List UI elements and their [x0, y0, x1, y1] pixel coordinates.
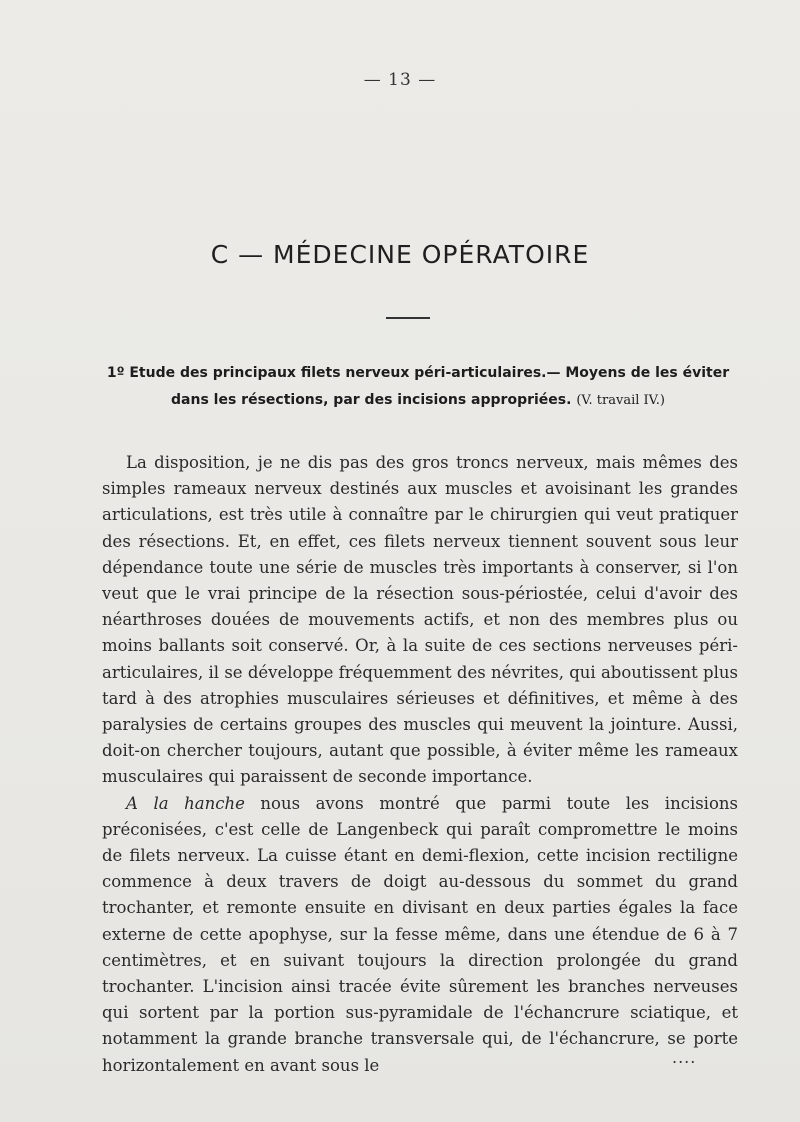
section-title: C — MÉDECINE OPÉRATOIRE	[210, 240, 590, 269]
paragraph-disposition: La disposition, je ne dis pas des gros troncs nerveux, mais mêmes des simples rameaux nerveux destinés aux muscles et avoisinant les grandes articulations, est très utile à connaître par le chirurgien qui veut pratiquer des résections. Et, en effet, ces filets nerveux tiennent souvent sous leur dépendance toute une série de muscles très importants à conserver, si l'on veut que le vrai principe de la résection sous-périostée, celui d'avoir des néarthroses douées de mouvements actifs, et non des membres plus ou moins ballants soit conservé. Or, à la suite de ces sections nerveuses péri-articulaires, il se développe fréquemment des névrites, qui aboutissent plus tard à des atrophies musculaires sérieuses et définitives, et même à des paralysies de certains groupes des muscles qui meuvent la jointure. Aussi, doit-on chercher toujours, autant que possible, à éviter même les rameaux musculaires qui paraissent de seconde importance.	[102, 453, 738, 787]
subsection-heading-bold: 1º Etude des principaux filets nerveux péri-articulaires.— Moyens de les éviter dans les résections, par des incisions appropriées.	[106, 365, 730, 408]
body-text	[102, 450, 738, 1079]
subsection-heading	[100, 360, 736, 414]
page-number: — 13 —	[363, 70, 437, 90]
title-divider	[386, 317, 430, 319]
paragraph-hanche-text: nous avons montré que parmi toute les incisions préconisées, c'est celle de Langenbeck qui paraît compromettre le moins de filets nerveux. La cuisse étant en demi-flexion, cette incision rectiligne commence à deux travers de doigt au-dessous du sommet du grand trochanter, et remonte ensuite en divisant en deux parties égales la face externe de cette apophyse, sur la fesse même, dans une étendue de 6 à 7 centimètres, et en suivant toujours la direction prolongée du grand trochanter. L'incision ainsi tracée évite sûrement les branches nerveuses qui sortent par la portion sus-pyramidale de l'échancrure sciatique, et notamment la grande branche transversale qui, de l'échancrure, se porte horizontalement en avant sous le	[102, 793, 738, 1075]
subsection-reference: (V. travail IV.)	[576, 393, 665, 408]
continuation-mark: ....	[672, 1048, 697, 1067]
paragraph-hanche	[102, 791, 738, 1079]
paragraph-hanche-lead: A la hanche	[126, 793, 245, 813]
